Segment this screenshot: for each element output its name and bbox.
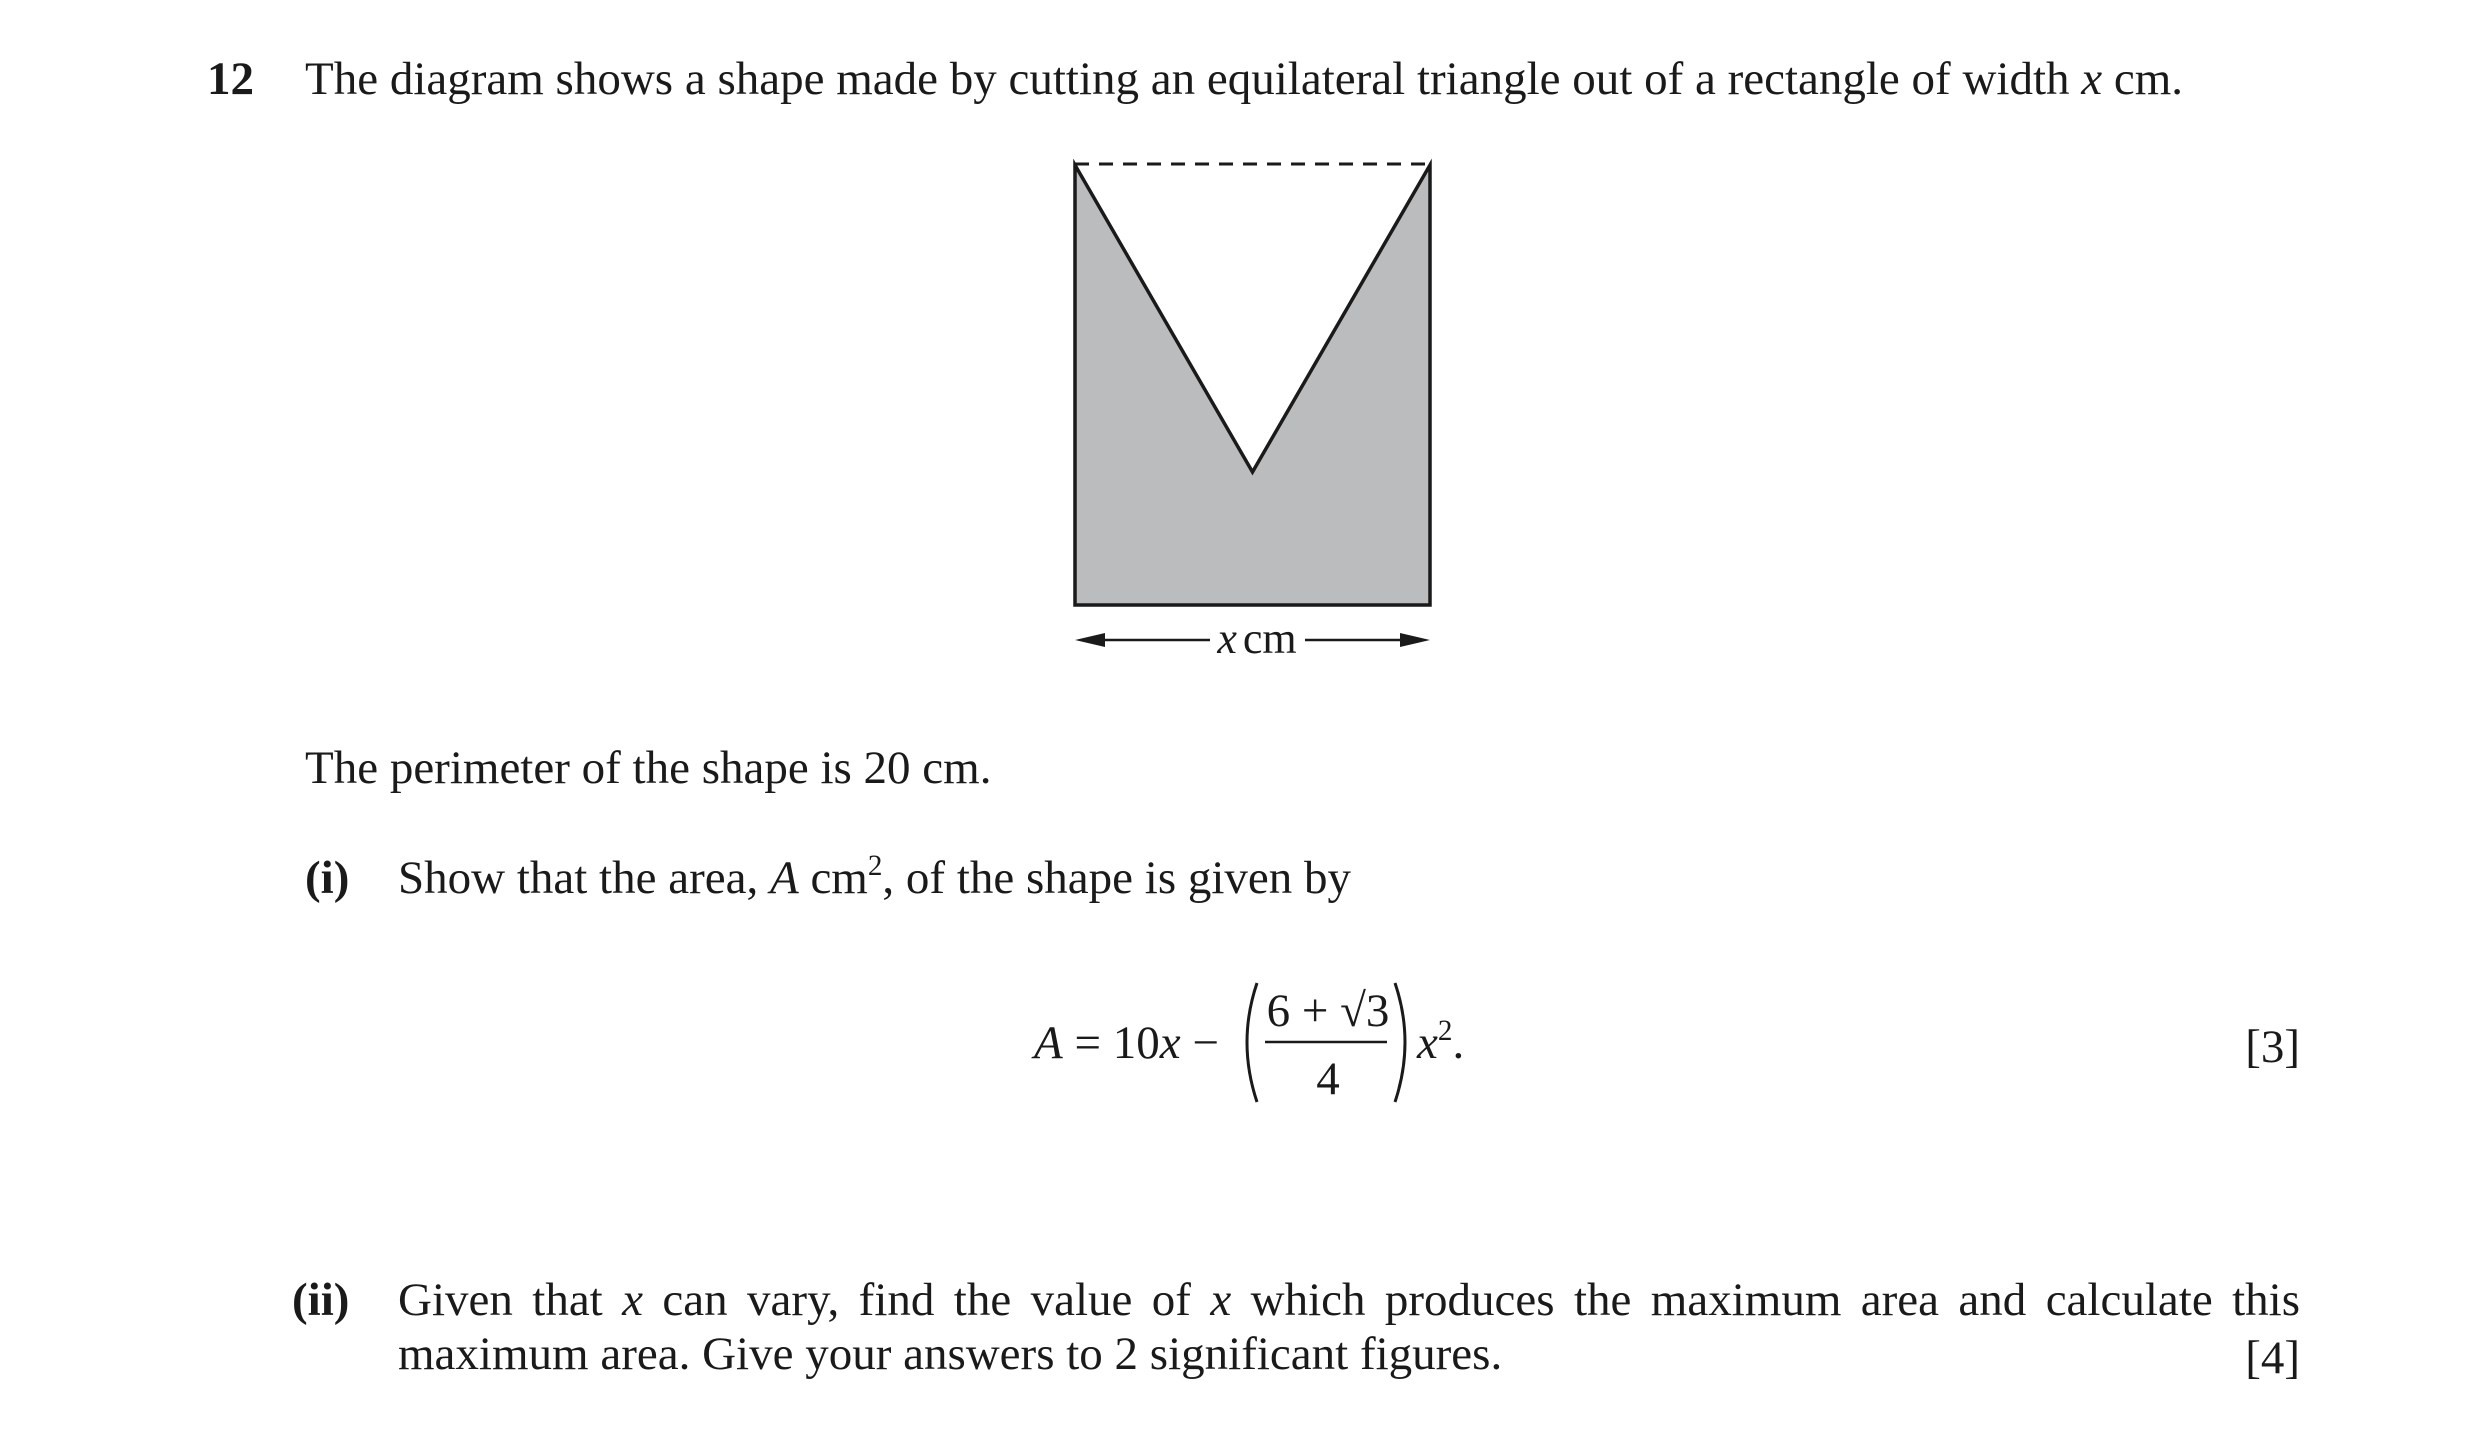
part-i-label: (i) bbox=[305, 852, 350, 904]
part-i-marks: [3] bbox=[2245, 1021, 2300, 1073]
formula-x1: x bbox=[1159, 1017, 1181, 1069]
part-i-text bbox=[398, 849, 1352, 904]
part-i-text-start: Show that the area, bbox=[398, 852, 770, 904]
shape-diagram bbox=[1050, 150, 1450, 670]
formula-eq-10: = 10 bbox=[1074, 1017, 1160, 1069]
part-ii-var-x2: x bbox=[1210, 1274, 1232, 1326]
intro-text-start: The diagram shows a shape made by cutting an equilateral triangle out of a rectangle of width bbox=[305, 53, 2082, 105]
formula-numerator: 6 + √3 bbox=[1266, 985, 1390, 1037]
left-paren-icon bbox=[1247, 983, 1257, 1102]
formula-minus: − bbox=[1192, 1017, 1219, 1069]
part-ii-var-x1: x bbox=[622, 1274, 644, 1326]
width-label-var: x bbox=[1217, 614, 1237, 663]
part-i-unit-power: 2 bbox=[867, 849, 883, 882]
formula-period: . bbox=[1452, 1017, 1465, 1069]
part-ii-t1: Given that bbox=[398, 1274, 623, 1326]
formula-power: 2 bbox=[1437, 1014, 1453, 1047]
formula-x-squared bbox=[1417, 1014, 1465, 1069]
part-ii-t2: can vary, find the value of bbox=[643, 1274, 1211, 1326]
intro-variable-x: x bbox=[2081, 53, 2103, 105]
part-ii-line-2: maximum area. Give your answers to 2 significant figures. bbox=[398, 1328, 1503, 1380]
formula-lhs-and-first-term bbox=[1034, 1017, 1219, 1069]
part-ii-line-1 bbox=[398, 1274, 2300, 1326]
part-i-unit: cm bbox=[798, 852, 868, 904]
right-paren-icon bbox=[1395, 983, 1405, 1102]
question-number: 12 bbox=[207, 53, 254, 105]
shaded-shape bbox=[1075, 165, 1430, 605]
width-label bbox=[1216, 614, 1296, 663]
part-ii-t3: which produces the maximum area and calculate this bbox=[1231, 1274, 2300, 1326]
part-i-text-end: , of the shape is given by bbox=[882, 852, 1352, 904]
perimeter-statement: The perimeter of the shape is 20 cm. bbox=[305, 742, 992, 794]
formula-lhs: A bbox=[1034, 1017, 1063, 1069]
width-label-unit: cm bbox=[1242, 614, 1297, 663]
arrowhead-left-icon bbox=[1075, 633, 1105, 647]
arrowhead-right-icon bbox=[1400, 633, 1430, 647]
part-ii-marks: [4] bbox=[2245, 1332, 2300, 1384]
formula-x2: x bbox=[1417, 1017, 1438, 1069]
intro-text-end: cm. bbox=[2102, 53, 2184, 105]
question-intro bbox=[305, 53, 2184, 105]
formula-denominator: 4 bbox=[1316, 1053, 1340, 1105]
part-ii-label: (ii) bbox=[292, 1274, 350, 1326]
part-i-var-A: A bbox=[769, 852, 799, 904]
